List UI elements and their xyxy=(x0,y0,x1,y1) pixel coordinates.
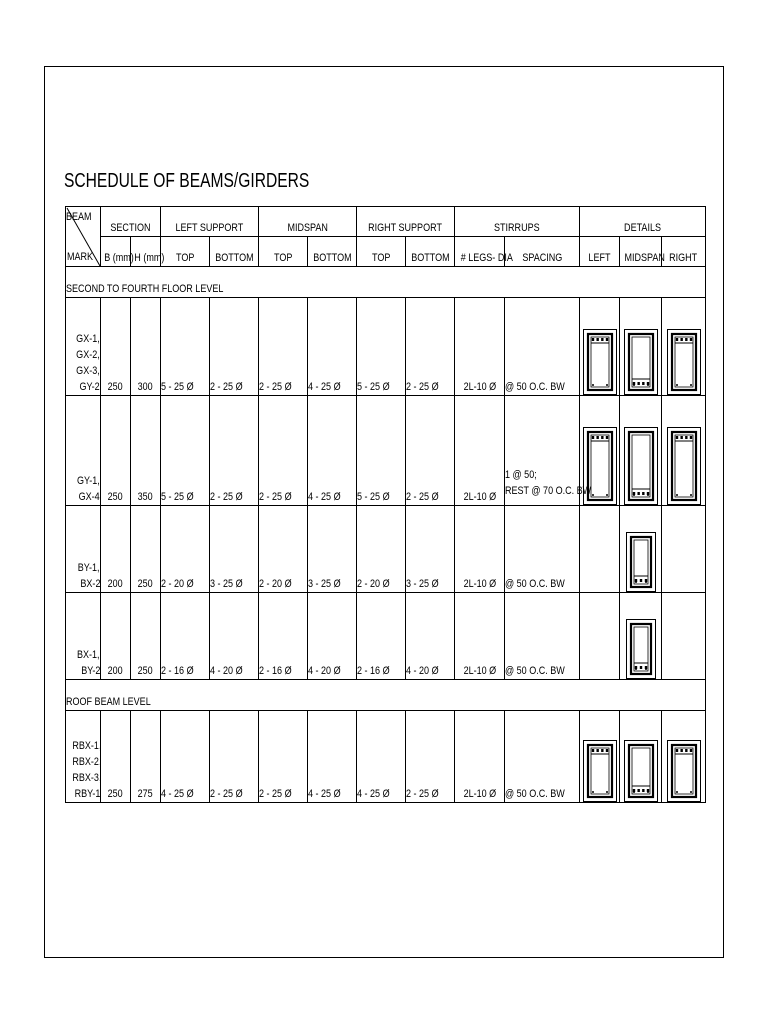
beam-schedule-table xyxy=(65,206,706,803)
spacing-header: SPACING xyxy=(505,237,580,267)
detail-right-cell xyxy=(662,298,706,396)
h-cell: 300 xyxy=(131,298,161,396)
beam-section-left-drawing xyxy=(583,740,617,802)
ls-top-cell: 2 - 16 Ø xyxy=(161,593,210,680)
table-row xyxy=(66,506,706,593)
table-row xyxy=(66,593,706,680)
h-cell: 350 xyxy=(131,396,161,506)
detail-left-cell xyxy=(580,711,620,803)
ms-bottom-cell: 4 - 25 Ø xyxy=(308,298,357,396)
ls-bottom-header: BOTTOM xyxy=(210,237,259,267)
detail-midspan-cell xyxy=(620,298,662,396)
detail-right-cell xyxy=(662,506,706,593)
mark-cell: BY-1, BX-2 xyxy=(66,506,101,593)
h-cell: 250 xyxy=(131,506,161,593)
detail-right-cell xyxy=(662,593,706,680)
beam-section-midspan-drawing xyxy=(626,532,656,592)
section-row-roof xyxy=(66,680,706,711)
table-row xyxy=(66,711,706,803)
h-header: H (mm) xyxy=(131,237,161,267)
b-cell: 250 xyxy=(101,298,131,396)
beam-mark-header xyxy=(66,207,101,267)
ms-bottom-cell: 4 - 20 Ø xyxy=(308,593,357,680)
rs-top-cell: 2 - 16 Ø xyxy=(357,593,406,680)
schedule-title: SCHEDULE OF BEAMS/GIRDERS xyxy=(64,170,310,192)
b-header: B (mm) xyxy=(101,237,131,267)
rs-top-cell: 5 - 25 Ø xyxy=(357,396,406,506)
mark-cell: GY-1, GX-4 xyxy=(66,396,101,506)
beam-section-midspan-drawing xyxy=(624,427,658,505)
det-left-header: LEFT xyxy=(580,237,620,267)
details-header: DETAILS xyxy=(580,207,706,237)
header-row-2 xyxy=(66,237,706,267)
rs-bottom-cell: 3 - 25 Ø xyxy=(406,506,455,593)
rs-bottom-header: BOTTOM xyxy=(406,237,455,267)
detail-midspan-cell xyxy=(620,711,662,803)
beam-label: BEAM xyxy=(65,211,92,223)
section-label: SECOND TO FOURTH FLOOR LEVEL xyxy=(66,283,224,295)
detail-left-cell xyxy=(580,298,620,396)
beam-section-midspan-drawing xyxy=(626,619,656,679)
b-cell: 250 xyxy=(101,711,131,803)
beam-section-right-drawing xyxy=(667,427,701,505)
rs-top-header: TOP xyxy=(357,237,406,267)
stirrups-header: STIRRUPS xyxy=(455,207,580,237)
spacing-cell: @ 50 O.C. BW xyxy=(505,298,580,396)
right-support-header: RIGHT SUPPORT xyxy=(357,207,455,237)
header-row-1 xyxy=(66,207,706,237)
section-header: SECTION xyxy=(101,207,161,237)
ms-bottom-cell: 4 - 25 Ø xyxy=(308,396,357,506)
ms-top-cell: 2 - 20 Ø xyxy=(259,506,308,593)
spacing-cell: @ 50 O.C. BW xyxy=(505,711,580,803)
legs-cell: 2L-10 Ø xyxy=(455,396,505,506)
ls-bottom-cell: 2 - 25 Ø xyxy=(210,298,259,396)
detail-left-cell xyxy=(580,593,620,680)
det-midspan-header: MIDSPAN xyxy=(620,237,662,267)
ls-top-cell: 4 - 25 Ø xyxy=(161,711,210,803)
mark-cell: RBX-1, RBX-2, RBX-3, RBY-1 xyxy=(66,711,101,803)
ms-top-cell: 2 - 16 Ø xyxy=(259,593,308,680)
beam-section-midspan-drawing xyxy=(624,740,658,802)
ls-top-cell: 5 - 25 Ø xyxy=(161,298,210,396)
beam-section-right-drawing xyxy=(667,329,701,395)
mark-cell: BX-1, BY-2 xyxy=(66,593,101,680)
ms-top-header: TOP xyxy=(259,237,308,267)
h-cell: 250 xyxy=(131,593,161,680)
h-cell: 275 xyxy=(131,711,161,803)
left-support-header: LEFT SUPPORT xyxy=(161,207,259,237)
beam-section-left-drawing xyxy=(583,329,617,395)
beam-section-midspan-drawing xyxy=(624,329,658,395)
b-cell: 200 xyxy=(101,506,131,593)
ls-bottom-cell: 4 - 20 Ø xyxy=(210,593,259,680)
table-row xyxy=(66,396,706,506)
ls-top-cell: 2 - 20 Ø xyxy=(161,506,210,593)
detail-left-cell xyxy=(580,506,620,593)
legs-cell: 2L-10 Ø xyxy=(455,506,505,593)
ls-top-cell: 5 - 25 Ø xyxy=(161,396,210,506)
detail-midspan-cell xyxy=(620,593,662,680)
rs-bottom-cell: 2 - 25 Ø xyxy=(406,396,455,506)
b-cell: 200 xyxy=(101,593,131,680)
ls-bottom-cell: 2 - 25 Ø xyxy=(210,711,259,803)
table-row xyxy=(66,298,706,396)
ms-bottom-cell: 3 - 25 Ø xyxy=(308,506,357,593)
spacing-cell: @ 50 O.C. BW xyxy=(505,593,580,680)
ls-bottom-cell: 3 - 25 Ø xyxy=(210,506,259,593)
detail-midspan-cell xyxy=(620,396,662,506)
beam-section-right-drawing xyxy=(667,740,701,802)
ms-top-cell: 2 - 25 Ø xyxy=(259,396,308,506)
ms-bottom-header: BOTTOM xyxy=(308,237,357,267)
detail-midspan-cell xyxy=(620,506,662,593)
mark-cell: GX-1, GX-2, GX-3, GY-2 xyxy=(66,298,101,396)
section-row-floor xyxy=(66,267,706,298)
rs-top-cell: 4 - 25 Ø xyxy=(357,711,406,803)
ms-bottom-cell: 4 - 25 Ø xyxy=(308,711,357,803)
rs-top-cell: 5 - 25 Ø xyxy=(357,298,406,396)
ms-top-cell: 2 - 25 Ø xyxy=(259,711,308,803)
mark-label: MARK xyxy=(67,251,94,263)
section-label: ROOF BEAM LEVEL xyxy=(66,696,151,708)
rs-top-cell: 2 - 20 Ø xyxy=(357,506,406,593)
ms-top-cell: 2 - 25 Ø xyxy=(259,298,308,396)
legs-cell: 2L-10 Ø xyxy=(455,298,505,396)
spacing-cell: @ 50 O.C. BW xyxy=(505,506,580,593)
legs-dia-header: # LEGS- DIA xyxy=(455,237,505,267)
legs-cell: 2L-10 Ø xyxy=(455,711,505,803)
midspan-header: MIDSPAN xyxy=(259,207,357,237)
spacing-cell: 1 @ 50; REST @ 70 O.C. BW xyxy=(505,396,580,506)
detail-right-cell xyxy=(662,396,706,506)
det-right-header: RIGHT xyxy=(662,237,706,267)
ls-bottom-cell: 2 - 25 Ø xyxy=(210,396,259,506)
legs-cell: 2L-10 Ø xyxy=(455,593,505,680)
b-cell: 250 xyxy=(101,396,131,506)
rs-bottom-cell: 2 - 25 Ø xyxy=(406,298,455,396)
rs-bottom-cell: 4 - 20 Ø xyxy=(406,593,455,680)
detail-right-cell xyxy=(662,711,706,803)
ls-top-header: TOP xyxy=(161,237,210,267)
rs-bottom-cell: 2 - 25 Ø xyxy=(406,711,455,803)
